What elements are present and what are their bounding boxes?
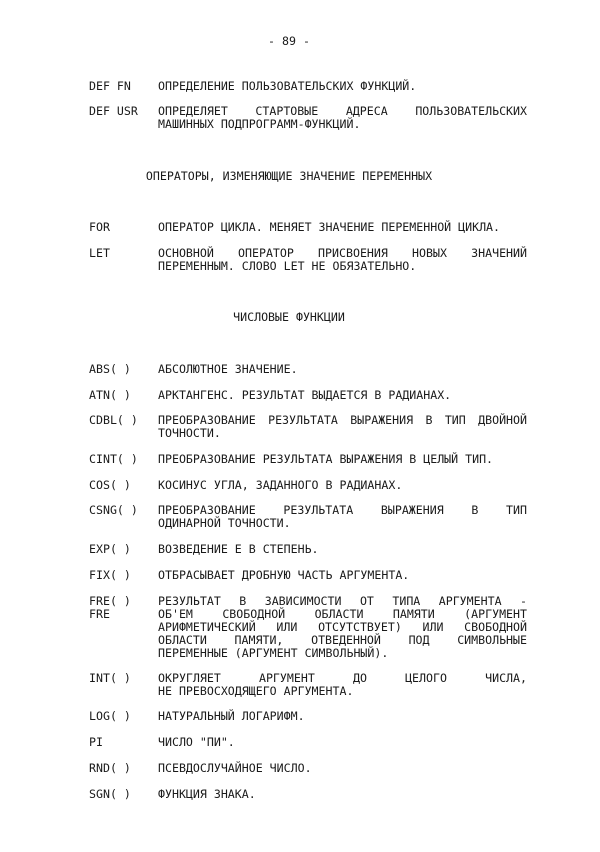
keyword: DEF USR (89, 104, 138, 118)
description-line: ОПРЕДЕЛЕНИЕ ПОЛЬЗОВАТЕЛЬСКИХ ФУНКЦИЙ. (158, 79, 417, 93)
description-line: ОСНОВНОЙ ОПЕРАТОР ПРИСВОЕНИЯ НОВЫХ ЗНАЧЕНИЙ (158, 246, 527, 260)
keyword: INT( ) (89, 671, 131, 685)
description-line: ОБЛАСТИ ПАМЯТИ, ОТВЕДЕННОЙ ПОД СИМВОЛЬНЫЕ (158, 633, 527, 647)
description (158, 479, 527, 492)
keyword: CDBL( ) (89, 413, 138, 427)
description-line: ПРЕОБРАЗОВАНИЕ РЕЗУЛЬТАТА ВЫРАЖЕНИЯ В ТИП ДВОЙНОЙ (158, 413, 527, 427)
keyword: RND( ) (89, 761, 131, 775)
keyword: FRE( ) FRE (89, 594, 131, 621)
description (158, 672, 527, 698)
description-line: КОСИНУС УГЛА, ЗАДАННОГО В РАДИАНАХ. (158, 478, 403, 492)
keyword: FIX( ) (89, 568, 131, 582)
description-line: ПРЕОБРАЗОВАНИЕ РЕЗУЛЬТАТА ВЫРАЖЕНИЯ В ЦЕЛЫЙ ТИП. (158, 452, 494, 466)
description-line: ВОЗВЕДЕНИЕ Е В СТЕПЕНЬ. (158, 542, 319, 556)
description (158, 595, 527, 660)
keyword: LOG( ) (89, 709, 131, 723)
description (158, 80, 527, 93)
description (158, 363, 527, 376)
description (158, 504, 527, 530)
description-line: ОДИНАРНОЙ ТОЧНОСТИ. (158, 516, 291, 530)
description (158, 569, 527, 582)
description-line: ФУНКЦИЯ ЗНАКА. (158, 787, 256, 801)
description (158, 414, 527, 440)
keyword: COS( ) (89, 478, 131, 492)
page-number: - 89 - (268, 34, 310, 48)
description (158, 788, 527, 801)
keyword: FOR (89, 220, 110, 234)
description-line: НАТУРАЛЬНЫЙ ЛОГАРИФМ. (158, 709, 305, 723)
keyword: DEF FN (89, 79, 131, 93)
description-line: МАШИННЫХ ПОДПРОГРАММ-ФУНКЦИЙ. (158, 117, 361, 131)
keyword: CINT( ) (89, 452, 138, 466)
description (158, 105, 527, 131)
description (158, 736, 527, 749)
description-line: ОБ'ЕМ СВОБОДНОЙ ОБЛАСТИ ПАМЯТИ (АРГУМЕНТ (158, 607, 527, 621)
keyword: SGN( ) (89, 787, 131, 801)
description (158, 543, 527, 556)
description-line: ОПРЕДЕЛЯЕТ СТАРТОВЫЕ АДРЕСА ПОЛЬЗОВАТЕЛЬСКИХ (158, 104, 527, 118)
keyword: PI (89, 735, 103, 749)
keyword: EXP( ) (89, 542, 131, 556)
description-line: РЕЗУЛЬТАТ В ЗАВИСИМОСТИ ОТ ТИПА АРГУМЕНТА - (158, 594, 527, 608)
heading-variable-operators: ОПЕРАТОРЫ, ИЗМЕНЯЮЩИЕ ЗНАЧЕНИЕ ПЕРЕМЕННЫХ (145, 169, 433, 183)
description-line: АРИФМЕТИЧЕСКИЙ ИЛИ ОТСУТСТВУЕТ) ИЛИ СВОБОДНОЙ (158, 620, 527, 634)
description-line: ОКРУГЛЯЕТ АРГУМЕНТ ДО ЦЕЛОГО ЧИСЛА, (158, 671, 527, 685)
description-line: ПЕРЕМЕННЫЕ (АРГУМЕНТ СИМВОЛЬНЫЙ). (158, 646, 389, 660)
description (158, 247, 527, 273)
description-line: ОПЕРАТОР ЦИКЛА. МЕНЯЕТ ЗНАЧЕНИЕ ПЕРЕМЕННОЙ ЦИКЛА. (158, 220, 501, 234)
description (158, 389, 527, 402)
heading-numeric-functions: ЧИСЛОВЫЕ ФУНКЦИИ (233, 310, 345, 324)
keyword: ABS( ) (89, 362, 131, 376)
description (158, 221, 527, 234)
keyword: LET (89, 246, 110, 260)
description (158, 762, 527, 775)
keyword: CSNG( ) (89, 503, 138, 517)
description-line: АБСОЛЮТНОЕ ЗНАЧЕНИЕ. (158, 362, 298, 376)
keyword: ATN( ) (89, 388, 131, 402)
description (158, 453, 527, 466)
description-line: ОТБРАСЫВАЕТ ДРОБНУЮ ЧАСТЬ АРГУМЕНТА. (158, 568, 410, 582)
description-line: ТОЧНОСТИ. (158, 426, 221, 440)
description-line: ПСЕВДОСЛУЧАЙНОЕ ЧИСЛО. (158, 761, 312, 775)
description-line: НЕ ПРЕВОСХОДЯЩЕГО АРГУМЕНТА. (158, 684, 354, 698)
description-line: АРКТАНГЕНС. РЕЗУЛЬТАТ ВЫДАЕТСЯ В РАДИАНАХ. (158, 388, 452, 402)
description-line: ПРЕОБРАЗОВАНИЕ РЕЗУЛЬТАТА ВЫРАЖЕНИЯ В ТИП (158, 503, 527, 517)
description-line: ПЕРЕМЕННЫМ. СЛОВО LET НЕ ОБЯЗАТЕЛЬНО. (158, 259, 417, 273)
description-line: ЧИСЛО "ПИ". (158, 735, 235, 749)
description (158, 710, 527, 723)
